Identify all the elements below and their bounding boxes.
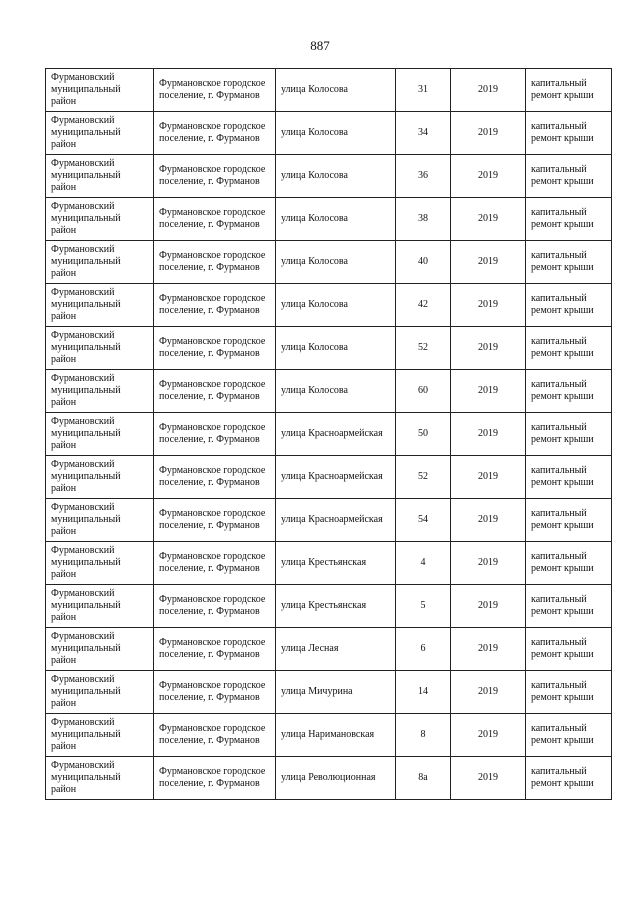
- year-cell: 2019: [451, 413, 526, 456]
- house-number-cell: 42: [396, 284, 451, 327]
- table-row: [46, 284, 612, 327]
- settlement-cell: Фурмановское городское поселение, г. Фурманов: [154, 69, 276, 112]
- district-cell: Фурмановский муниципальный район: [46, 499, 154, 542]
- table-row: [46, 413, 612, 456]
- street-cell: улица Колосова: [276, 69, 396, 112]
- street-cell: улица Колосова: [276, 155, 396, 198]
- year-cell: 2019: [451, 370, 526, 413]
- settlement-cell: Фурмановское городское поселение, г. Фурманов: [154, 585, 276, 628]
- year-cell: 2019: [451, 714, 526, 757]
- year-cell: 2019: [451, 456, 526, 499]
- work-type-cell: капитальный ремонт крыши: [526, 198, 612, 241]
- street-cell: улица Колосова: [276, 370, 396, 413]
- house-number-cell: 4: [396, 542, 451, 585]
- house-number-cell: 40: [396, 241, 451, 284]
- settlement-cell: Фурмановское городское поселение, г. Фурманов: [154, 284, 276, 327]
- work-type-cell: капитальный ремонт крыши: [526, 370, 612, 413]
- year-cell: 2019: [451, 585, 526, 628]
- year-cell: 2019: [451, 155, 526, 198]
- street-cell: улица Красноармейская: [276, 499, 396, 542]
- district-cell: Фурмановский муниципальный район: [46, 671, 154, 714]
- page-number: 887: [310, 38, 330, 53]
- district-cell: Фурмановский муниципальный район: [46, 69, 154, 112]
- district-cell: Фурмановский муниципальный район: [46, 198, 154, 241]
- table-row: [46, 69, 612, 112]
- house-number-cell: 60: [396, 370, 451, 413]
- settlement-cell: Фурмановское городское поселение, г. Фурманов: [154, 714, 276, 757]
- table-row: [46, 456, 612, 499]
- district-cell: Фурмановский муниципальный район: [46, 327, 154, 370]
- district-cell: Фурмановский муниципальный район: [46, 370, 154, 413]
- work-type-cell: капитальный ремонт крыши: [526, 69, 612, 112]
- work-type-cell: капитальный ремонт крыши: [526, 628, 612, 671]
- street-cell: улица Красноармейская: [276, 413, 396, 456]
- house-number-cell: 8: [396, 714, 451, 757]
- house-number-cell: 34: [396, 112, 451, 155]
- year-cell: 2019: [451, 757, 526, 800]
- settlement-cell: Фурмановское городское поселение, г. Фурманов: [154, 198, 276, 241]
- house-number-cell: 52: [396, 327, 451, 370]
- house-number-cell: 14: [396, 671, 451, 714]
- work-type-cell: капитальный ремонт крыши: [526, 155, 612, 198]
- work-type-cell: капитальный ремонт крыши: [526, 714, 612, 757]
- work-type-cell: капитальный ремонт крыши: [526, 671, 612, 714]
- work-type-cell: капитальный ремонт крыши: [526, 327, 612, 370]
- settlement-cell: Фурмановское городское поселение, г. Фурманов: [154, 327, 276, 370]
- year-cell: 2019: [451, 628, 526, 671]
- table-row: [46, 671, 612, 714]
- year-cell: 2019: [451, 499, 526, 542]
- street-cell: улица Наримановская: [276, 714, 396, 757]
- table-row: [46, 112, 612, 155]
- settlement-cell: Фурмановское городское поселение, г. Фурманов: [154, 757, 276, 800]
- house-number-cell: 31: [396, 69, 451, 112]
- table-row: [46, 628, 612, 671]
- settlement-cell: Фурмановское городское поселение, г. Фурманов: [154, 112, 276, 155]
- settlement-cell: Фурмановское городское поселение, г. Фурманов: [154, 456, 276, 499]
- work-type-cell: капитальный ремонт крыши: [526, 499, 612, 542]
- year-cell: 2019: [451, 112, 526, 155]
- street-cell: улица Колосова: [276, 112, 396, 155]
- street-cell: улица Колосова: [276, 284, 396, 327]
- table-body: [46, 69, 612, 800]
- house-number-cell: 54: [396, 499, 451, 542]
- house-number-cell: 5: [396, 585, 451, 628]
- settlement-cell: Фурмановское городское поселение, г. Фурманов: [154, 241, 276, 284]
- repair-schedule-table: [45, 68, 612, 800]
- district-cell: Фурмановский муниципальный район: [46, 284, 154, 327]
- year-cell: 2019: [451, 327, 526, 370]
- district-cell: Фурмановский муниципальный район: [46, 413, 154, 456]
- year-cell: 2019: [451, 69, 526, 112]
- house-number-cell: 36: [396, 155, 451, 198]
- district-cell: Фурмановский муниципальный район: [46, 456, 154, 499]
- house-number-cell: 38: [396, 198, 451, 241]
- street-cell: улица Мичурина: [276, 671, 396, 714]
- district-cell: Фурмановский муниципальный район: [46, 155, 154, 198]
- year-cell: 2019: [451, 284, 526, 327]
- district-cell: Фурмановский муниципальный район: [46, 628, 154, 671]
- table-row: [46, 714, 612, 757]
- district-cell: Фурмановский муниципальный район: [46, 112, 154, 155]
- table-row: [46, 155, 612, 198]
- table-row: [46, 327, 612, 370]
- table-row: [46, 757, 612, 800]
- year-cell: 2019: [451, 542, 526, 585]
- district-cell: Фурмановский муниципальный район: [46, 241, 154, 284]
- street-cell: улица Красноармейская: [276, 456, 396, 499]
- settlement-cell: Фурмановское городское поселение, г. Фурманов: [154, 370, 276, 413]
- settlement-cell: Фурмановское городское поселение, г. Фурманов: [154, 671, 276, 714]
- settlement-cell: Фурмановское городское поселение, г. Фурманов: [154, 499, 276, 542]
- district-cell: Фурмановский муниципальный район: [46, 542, 154, 585]
- work-type-cell: капитальный ремонт крыши: [526, 456, 612, 499]
- table-row: [46, 499, 612, 542]
- work-type-cell: капитальный ремонт крыши: [526, 542, 612, 585]
- house-number-cell: 8а: [396, 757, 451, 800]
- table-row: [46, 370, 612, 413]
- year-cell: 2019: [451, 198, 526, 241]
- house-number-cell: 50: [396, 413, 451, 456]
- street-cell: улица Колосова: [276, 327, 396, 370]
- street-cell: улица Крестьянская: [276, 542, 396, 585]
- work-type-cell: капитальный ремонт крыши: [526, 413, 612, 456]
- year-cell: 2019: [451, 241, 526, 284]
- settlement-cell: Фурмановское городское поселение, г. Фурманов: [154, 542, 276, 585]
- table-row: [46, 198, 612, 241]
- district-cell: Фурмановский муниципальный район: [46, 714, 154, 757]
- district-cell: Фурмановский муниципальный район: [46, 757, 154, 800]
- street-cell: улица Революционная: [276, 757, 396, 800]
- street-cell: улица Лесная: [276, 628, 396, 671]
- work-type-cell: капитальный ремонт крыши: [526, 757, 612, 800]
- street-cell: улица Колосова: [276, 198, 396, 241]
- district-cell: Фурмановский муниципальный район: [46, 585, 154, 628]
- street-cell: улица Крестьянская: [276, 585, 396, 628]
- work-type-cell: капитальный ремонт крыши: [526, 585, 612, 628]
- settlement-cell: Фурмановское городское поселение, г. Фурманов: [154, 413, 276, 456]
- house-number-cell: 6: [396, 628, 451, 671]
- table-row: [46, 542, 612, 585]
- year-cell: 2019: [451, 671, 526, 714]
- work-type-cell: капитальный ремонт крыши: [526, 241, 612, 284]
- work-type-cell: капитальный ремонт крыши: [526, 284, 612, 327]
- table-row: [46, 585, 612, 628]
- work-type-cell: капитальный ремонт крыши: [526, 112, 612, 155]
- table-row: [46, 241, 612, 284]
- street-cell: улица Колосова: [276, 241, 396, 284]
- settlement-cell: Фурмановское городское поселение, г. Фурманов: [154, 155, 276, 198]
- settlement-cell: Фурмановское городское поселение, г. Фурманов: [154, 628, 276, 671]
- house-number-cell: 52: [396, 456, 451, 499]
